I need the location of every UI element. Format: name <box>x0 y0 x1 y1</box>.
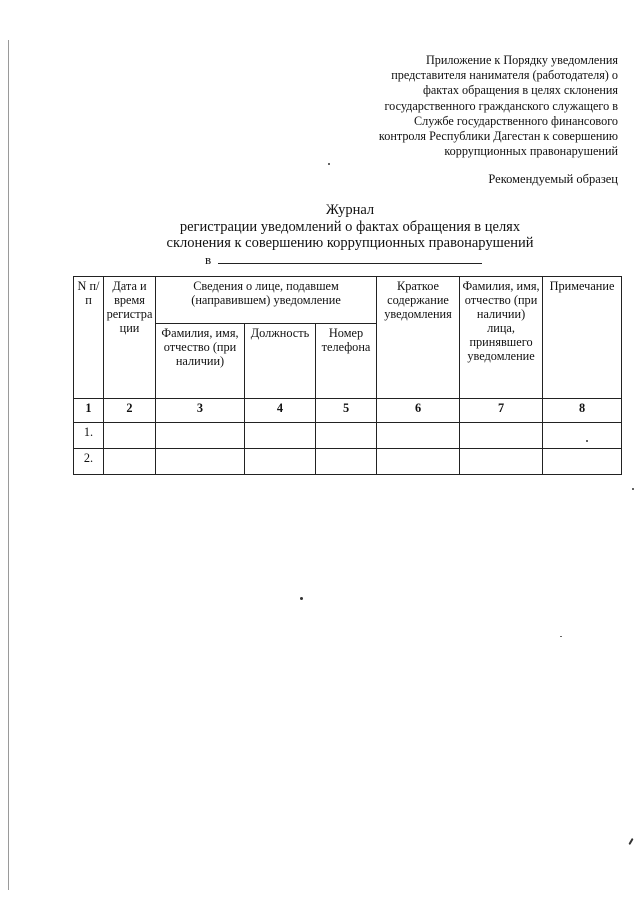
table-cell <box>104 423 156 449</box>
table-cell <box>543 449 622 475</box>
header-row <box>74 277 622 324</box>
table-row <box>74 423 622 449</box>
column-number: 1 <box>74 399 104 423</box>
organization-blank-line <box>218 263 482 264</box>
table-row <box>74 449 622 475</box>
table-cell <box>543 423 622 449</box>
journal-title-main: Журнал <box>325 202 375 218</box>
scan-speck <box>628 838 633 845</box>
column-number: 7 <box>460 399 543 423</box>
column-number: 6 <box>377 399 460 423</box>
column-number: 5 <box>316 399 377 423</box>
header-phone: Номер телефона <box>316 324 377 399</box>
sample-label: Рекомендуемый образец <box>488 172 618 186</box>
column-number: 2 <box>104 399 156 423</box>
table-cell <box>316 423 377 449</box>
header-fio: Фамилия, имя, отчество (при наличии) <box>156 324 245 399</box>
table-cell <box>156 423 245 449</box>
registration-journal-table <box>73 276 622 475</box>
appendix-line: контроля Республики Дагестан к совершению <box>378 129 618 144</box>
journal-title-line: регистрации уведомлений о фактах обращения в целях <box>179 218 521 235</box>
column-number-row <box>74 399 622 423</box>
appendix-line: Приложение к Порядку уведомления <box>425 53 618 67</box>
scan-speck <box>560 636 562 637</box>
table-cell <box>104 449 156 475</box>
row-number: 1. <box>74 423 104 449</box>
header-person-group: Сведения о лице, подавшем (направившем) уведомление <box>156 277 377 324</box>
journal-title <box>140 202 560 252</box>
scan-edge-line <box>8 40 9 890</box>
table-cell <box>377 423 460 449</box>
scan-speck <box>328 163 330 165</box>
appendix-note <box>338 53 618 159</box>
appendix-line: Службе государственного финансового <box>413 113 618 128</box>
journal-title-line: склонения к совершению коррупционных правонарушений <box>166 235 534 251</box>
appendix-line: фактах обращения в целях склонения <box>422 83 618 98</box>
header-summary: Краткое содержание уведомления <box>377 277 460 399</box>
header-note: Примечание <box>543 277 622 399</box>
appendix-line: коррупционных правонарушений <box>444 144 618 159</box>
table-cell <box>245 423 316 449</box>
table-cell <box>316 449 377 475</box>
appendix-line: представителя нанимателя (работодателя) о <box>391 68 618 83</box>
journal-title-prefix: в <box>205 252 212 267</box>
header-position: Должность <box>245 324 316 399</box>
table-cell <box>460 423 543 449</box>
scan-speck <box>300 597 303 600</box>
header-date: Дата и время регистра ции <box>104 277 156 399</box>
row-number: 2. <box>74 449 104 475</box>
table-cell <box>156 449 245 475</box>
table-cell <box>377 449 460 475</box>
appendix-line: государственного гражданского служащего в <box>384 98 618 113</box>
scan-speck <box>586 440 588 442</box>
header-num: N п/п <box>74 277 104 399</box>
table-cell <box>460 449 543 475</box>
column-number: 8 <box>543 399 622 423</box>
column-number: 3 <box>156 399 245 423</box>
column-number: 4 <box>245 399 316 423</box>
table-cell <box>245 449 316 475</box>
scan-speck <box>632 488 634 490</box>
header-receiver: Фамилия, имя, отчество (при наличии) лица, принявшего уведомление <box>460 277 543 399</box>
